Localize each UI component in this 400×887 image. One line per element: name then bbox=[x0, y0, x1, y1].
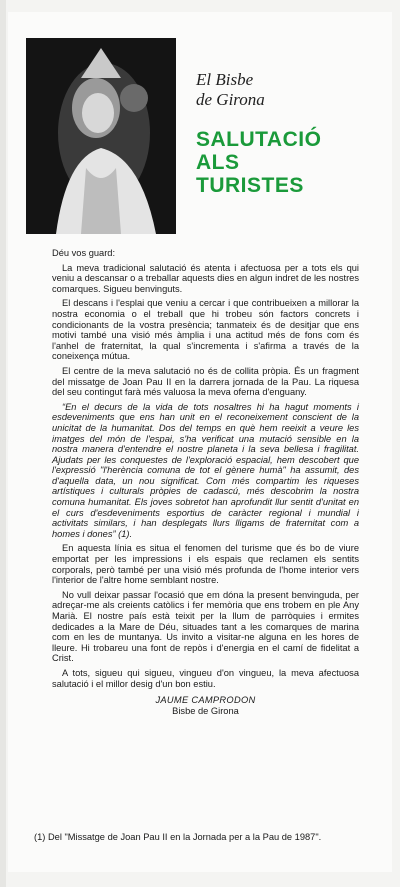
paragraph: El centre de la meva salutació no és de collita pròpia. És un fragment del missatge de Joan Pau II en la darrera jornada de la Pau. La riquesa del seu contingut farà més valuosa la meva oferna d'enguany. bbox=[52, 365, 359, 398]
bishop-photo bbox=[26, 38, 176, 234]
quotation: “En el decurs de la vida de tots nosaltres hi ha hagut moments i esdeveniments que ens han unit en el reconeixement conscient de la unicitat de la humanitat. Dos del temps en què hem reeixit a veure les imatges del món de l'espai, s'ha verificat una mutació sensible en la nostra manera d'entendre el nostre planeta i la seva bellesa i fragilitat. Ajudats per les conquestes de l'exploració espacial, hem descobert que l'expressió "l'herència comuna de tot el gènere humà" ha assumit, des d'aquella data, un nou significat. Com més compartim les riqueses artístiques i culturals pròpies de cadascú, més descobrim la nostra comuna humanitat. Els joves sobretot han aprofundit llur sentit d'unitat en el curs d'esdeveniments esportius de caràcter regional i mundial i activitats similars, i han desplegats llurs lligams de fraternitat com a homes i dones” (1). bbox=[52, 401, 359, 539]
signature-name: JAUME CAMPRODON bbox=[155, 695, 256, 706]
page-title bbox=[196, 128, 386, 197]
paragraph: En aquesta línia es situa el fenomen del turisme que és bo de viure emportat per les impressions i els espais que reclamen els sentits corporals, però també per una visió més profunda de l'home interior vers l'interior de l'altre home semblant nostre. bbox=[52, 543, 359, 586]
page-edge bbox=[0, 0, 6, 887]
paragraph: El descans i l'esplai que veniu a cercar i que contribueixen a millorar la nostra economia o el treball que hi trobeu són factors concrets i condicionants de la vostra presència; tanmateix és de desitjar que ens motivi també una visió més àmplia i una actitud més de fons com és l'anhel de fraternitat, la qual s'incrementa i s'afirma a través de la coneixença mútua. bbox=[52, 298, 359, 362]
author-subtitle bbox=[196, 70, 386, 110]
subtitle-line: de Girona bbox=[196, 90, 265, 109]
header-block bbox=[196, 70, 386, 197]
paragraph: A tots, sigueu qui sigueu, vingueu d'on vingueu, la meva afectuosa salutació i el millor desig d'un bon estiu. bbox=[52, 667, 359, 689]
title-line: ALS bbox=[196, 151, 240, 174]
title-line: SALUTACIÓ bbox=[196, 128, 322, 151]
greeting: Déu vos guard: bbox=[52, 248, 116, 258]
paragraph: No vull deixar passar l'ocasió que em dóna la present benvinguda, per adreçar-me als creients catòlics i fer memòria que ens trobem en ple Any Marià. El nostre país està teixit per la llum de parròquies i ermites dedicades a la Mare de Déu, situades tant a les comarques de marina com en les de muntanya. Us invito a visitar-ne alguna en les hores de lleure. Hi trobareu una font de repòs i d'energia en el camí de fidelitat a Crist. bbox=[52, 589, 359, 664]
signature bbox=[52, 695, 359, 716]
title-line: TURISTES bbox=[196, 174, 304, 197]
signature-title: Bisbe de Girona bbox=[172, 705, 239, 716]
subtitle-line: El Bisbe bbox=[196, 70, 254, 89]
letter-body bbox=[52, 248, 359, 716]
photo-image-icon bbox=[26, 38, 176, 234]
footnote: (1) Del "Missatge de Joan Pau II en la Jornada per a la Pau de 1987". bbox=[34, 832, 322, 842]
paragraph: La meva tradicional salutació és atenta i afectuosa per a tots els qui veniu a descansar o a treballar aquests dies en algun indret de les nostres comarques. Sigueu benvinguts. bbox=[52, 262, 359, 294]
